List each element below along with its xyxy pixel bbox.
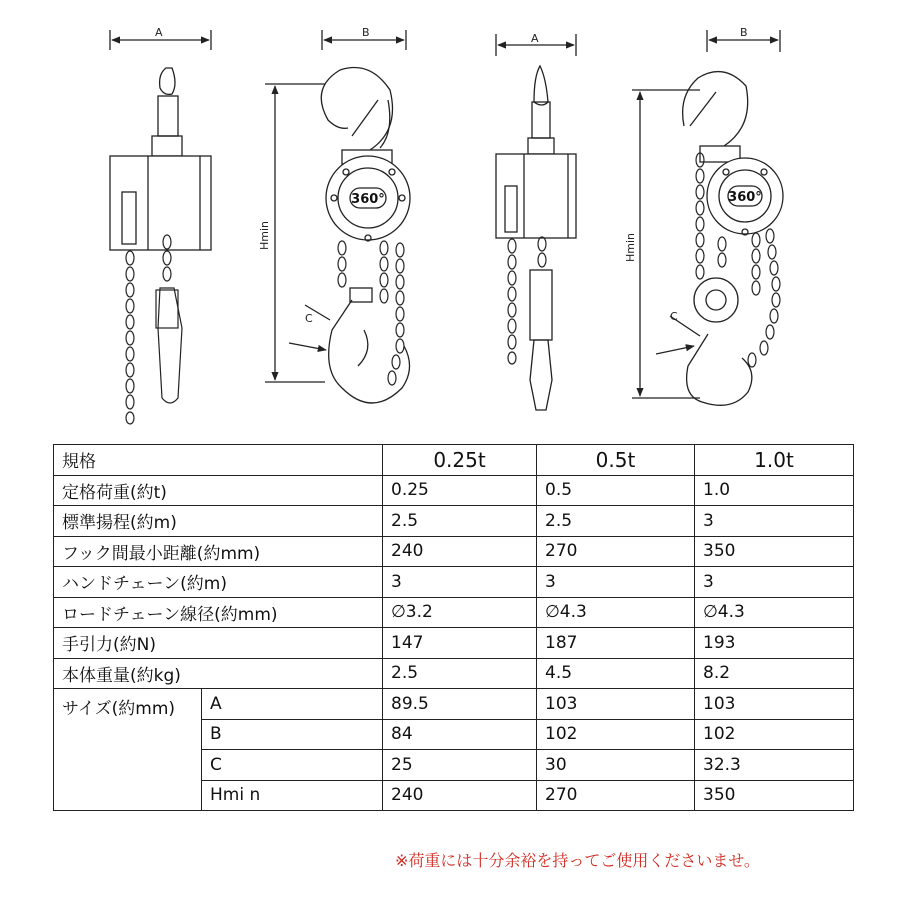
table-cell: 270 <box>537 780 695 811</box>
table-cell: 240 <box>383 536 537 567</box>
hoist-drawings <box>0 0 900 440</box>
row-label: ハンドチェーン(約m) <box>54 567 383 598</box>
table-row <box>54 658 854 689</box>
table-cell: 2.5 <box>537 506 695 537</box>
table-cell: 4.5 <box>537 658 695 689</box>
table-cell: 30 <box>537 750 695 781</box>
table-cell: 3 <box>537 567 695 598</box>
table-cell: ∅3.2 <box>383 597 537 628</box>
side-view-large <box>496 34 576 410</box>
table-cell: 8.2 <box>695 658 854 689</box>
badge-360-large: 360° <box>728 190 762 205</box>
table-cell: 0.5 <box>537 475 695 506</box>
size-row-label: B <box>202 719 383 750</box>
size-row-label: C <box>202 750 383 781</box>
front-view-small <box>265 30 410 403</box>
table-cell: 240 <box>383 780 537 811</box>
table-cell: 102 <box>537 719 695 750</box>
table-row <box>54 628 854 659</box>
row-label: ロードチェーン線径(約mm) <box>54 597 383 628</box>
side-view-small <box>110 30 211 250</box>
dim-label-c: C <box>305 312 313 325</box>
row-label: 本体重量(約kg) <box>54 658 383 689</box>
table-cell: 2.5 <box>383 658 537 689</box>
dim-label-a: A <box>155 26 163 39</box>
table-row <box>54 475 854 506</box>
table-cell: 25 <box>383 750 537 781</box>
table-cell: 147 <box>383 628 537 659</box>
table-cell: 103 <box>537 689 695 720</box>
table-cell: 3 <box>695 506 854 537</box>
spec-table <box>53 444 854 811</box>
size-group-label: サイズ(約mm) <box>54 689 202 811</box>
table-cell: 270 <box>537 536 695 567</box>
table-cell: 103 <box>695 689 854 720</box>
dim-label-c-large: C <box>670 310 678 323</box>
table-cell: 102 <box>695 719 854 750</box>
dim-label-hmin-large: Hmin <box>624 232 637 262</box>
table-cell: 350 <box>695 780 854 811</box>
table-cell: 193 <box>695 628 854 659</box>
table-cell: ∅4.3 <box>537 597 695 628</box>
table-cell: 350 <box>695 536 854 567</box>
row-label: 手引力(約N) <box>54 628 383 659</box>
badge-360-small: 360° <box>351 192 385 207</box>
dim-label-hmin: Hmin <box>258 220 271 250</box>
row-label: フック間最小距離(約mm) <box>54 536 383 567</box>
capacity-header: 0.25t <box>383 445 537 476</box>
table-header-row <box>54 445 854 476</box>
dim-label-b: B <box>362 26 370 39</box>
table-cell: 2.5 <box>383 506 537 537</box>
table-cell: 1.0 <box>695 475 854 506</box>
usage-note: ※荷重には十分余裕を持ってご使用くださいませ。 <box>395 851 760 870</box>
row-label: 定格荷重(約t) <box>54 475 383 506</box>
table-cell: 187 <box>537 628 695 659</box>
table-cell: 84 <box>383 719 537 750</box>
dim-label-a-large: A <box>531 32 539 45</box>
spec-header-label: 規格 <box>54 445 383 476</box>
dim-label-b-large: B <box>740 26 748 39</box>
table-row <box>54 689 854 720</box>
capacity-header: 0.5t <box>537 445 695 476</box>
table-cell: 89.5 <box>383 689 537 720</box>
row-label: 標準揚程(約m) <box>54 506 383 537</box>
table-row <box>54 597 854 628</box>
table-row <box>54 567 854 598</box>
table-row <box>54 536 854 567</box>
table-row <box>54 506 854 537</box>
table-cell: 0.25 <box>383 475 537 506</box>
size-row-label: Hmi n <box>202 780 383 811</box>
table-cell: 32.3 <box>695 750 854 781</box>
table-cell: 3 <box>383 567 537 598</box>
table-cell: 3 <box>695 567 854 598</box>
capacity-header: 1.0t <box>695 445 854 476</box>
table-cell: ∅4.3 <box>695 597 854 628</box>
size-row-label: A <box>202 689 383 720</box>
